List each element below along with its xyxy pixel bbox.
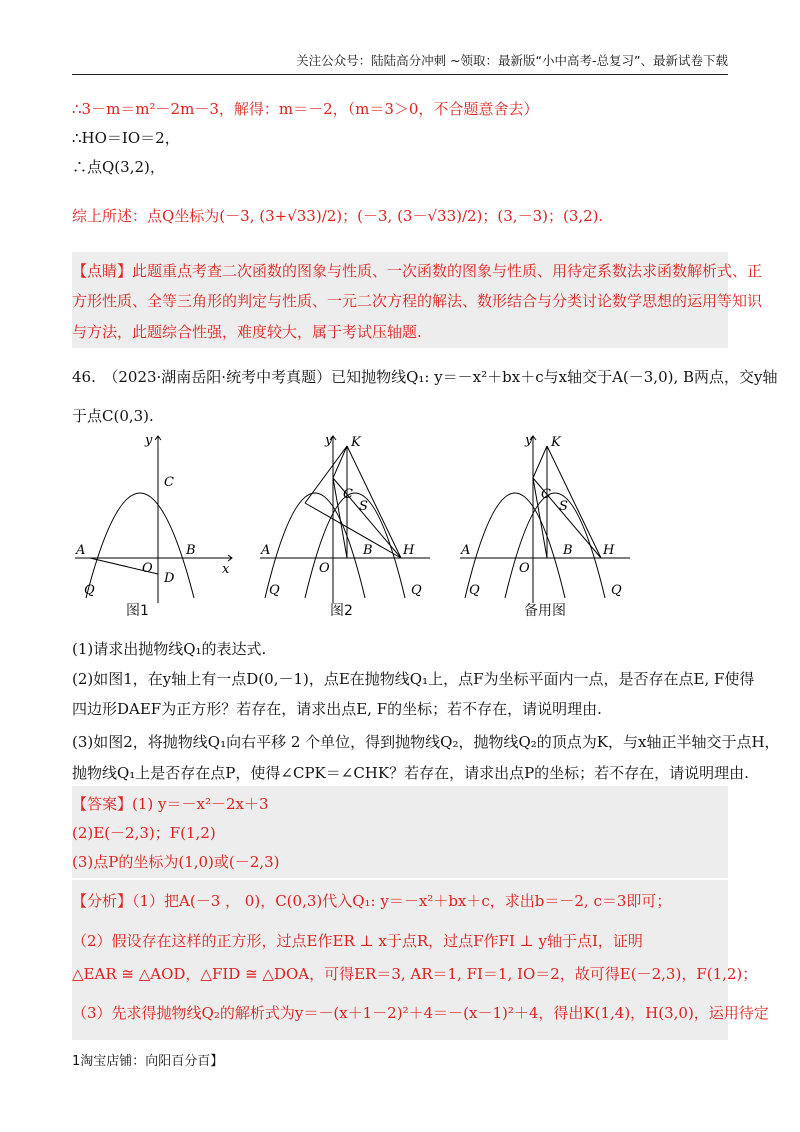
- label-o: O: [142, 561, 153, 576]
- dianjing-line-1: 【点睛】此题重点考查二次函数的图象与性质、一次函数的图象与性质、用待定系数法求函数解析式、正: [72, 262, 763, 280]
- parabola-q1: [465, 493, 565, 598]
- solution-line-1: ∴3－m＝m²－2m－3，解得：m＝－2，（m＝3＞0，不合题意舍去）: [72, 100, 539, 118]
- segment-pk: [305, 446, 347, 503]
- figure-2: [255, 428, 445, 608]
- problem-line-2: 于点C(0,3).: [72, 407, 154, 425]
- label-q2: Q: [411, 583, 422, 598]
- label-d: D: [164, 571, 175, 586]
- label-s: S: [359, 499, 368, 514]
- label-o: O: [519, 561, 530, 576]
- label-b: B: [363, 543, 373, 558]
- question-2a: (2)如图1，在y轴上有一点D(0,－1)，点E在抛物线Q₁上，点F为坐标平面内一点，是否存在点E, F使得: [72, 670, 755, 688]
- label-b: B: [186, 543, 196, 558]
- figure-1: [70, 428, 240, 608]
- segment-kh: [347, 446, 401, 558]
- label-h: H: [403, 543, 415, 558]
- label-k: K: [351, 435, 361, 450]
- answer-line-1: 【答案】(1) y＝－x²－2x＋3: [72, 795, 269, 813]
- label-b: B: [563, 543, 573, 558]
- segment-kh: [547, 446, 601, 558]
- label-a: A: [76, 543, 86, 558]
- page-header: [72, 52, 728, 75]
- analysis-line-2: （2）假设存在这样的正方形，过点E作ER ⊥ x于点R，过点F作FI ⊥ y轴于点I，证明: [72, 932, 643, 950]
- label-y: y: [525, 433, 533, 448]
- solution-line-2: ∴HO＝IO＝2，: [72, 129, 180, 147]
- caption-fig2: 图2: [330, 603, 353, 619]
- label-a: A: [261, 543, 271, 558]
- dianjing-line-2: 方形性质、全等三角形的判定与性质、一元二次方程的解法、数形结合与分类讨论数学思想的运用等知识: [72, 292, 763, 310]
- label-q2: Q: [611, 583, 622, 598]
- question-3a: (3)如图2，将抛物线Q₁向右平移 2 个单位，得到抛物线Q₂，抛物线Q₂的顶点为K，与x轴正半轴交于点H，: [72, 733, 780, 751]
- label-x: x: [222, 562, 230, 577]
- solution-line-4: 综上所述：点Q坐标为(－3, (3+√33)/2)；(－3, (3－√33)/2)；(3,－3)；(3,2).: [72, 207, 604, 225]
- solution-line-3: ∴点Q(3,2)，: [72, 158, 165, 176]
- question-1: (1)请求出抛物线Q₁的表达式.: [72, 640, 267, 658]
- caption-fig1: 图1: [126, 603, 149, 619]
- segment-ph: [305, 503, 401, 558]
- dianjing-line-3: 与方法，此题综合性强，难度较大，属于考试压轴题.: [72, 323, 422, 341]
- label-y: y: [325, 433, 333, 448]
- label-k: K: [551, 435, 561, 450]
- label-s: S: [559, 499, 568, 514]
- analysis-line-1: 【分析】（1）把A(－3 ， 0)，C(0,3)代入Q₁: y＝－x²＋bx＋c，求出b＝－2, c＝3即可；: [72, 892, 672, 910]
- label-c: C: [164, 475, 174, 490]
- problem-line-1: 46. （2023·湖南岳阳·统考中考真题）已知抛物线Q₁: y＝－x²＋bx＋c与x轴交于A(－3,0), B两点，交y轴: [72, 368, 778, 386]
- label-q1: Q: [84, 583, 95, 598]
- label-a: A: [461, 543, 471, 558]
- analysis-line-3: △EAR ≅ △AOD，△FID ≅ △DOA，可得ER＝3, AR＝1, FI＝1, IO＝2，故可得E(－2,3)，F(1,2)；: [72, 965, 758, 983]
- page-footer: 1淘宝店铺：向阳百分百】: [72, 1054, 224, 1069]
- label-c: C: [541, 487, 551, 502]
- figure-backup: [455, 428, 645, 608]
- label-o: O: [319, 561, 330, 576]
- parabola-q1: [86, 493, 194, 598]
- label-h: H: [603, 543, 615, 558]
- label-q1: Q: [469, 583, 480, 598]
- caption-backup: 备用图: [524, 603, 566, 619]
- label-q1: Q: [269, 583, 280, 598]
- label-c: C: [343, 487, 353, 502]
- question-2b: 四边形DAEF为正方形？若存在，请求出点E, F的坐标；若不存在，请说明理由.: [72, 700, 602, 718]
- analysis-line-4: （3）先求得抛物线Q₂的解析式为y＝－(x＋1－2)²＋4＝－(x－1)²＋4，得出K(1,4)，H(3,0)，运用待定: [72, 1004, 769, 1022]
- segment-ck: [533, 446, 547, 478]
- question-3b: 抛物线Q₁上是否存在点P，使得∠CPK＝∠CHK？若存在，请求出点P的坐标；若不存在，请说明理由.: [72, 764, 749, 782]
- label-y: y: [145, 433, 153, 448]
- answer-line-2: (2)E(－2,3)；F(1,2): [72, 824, 216, 842]
- header-text: 关注公众号：陆陆高分冲刺 ~领取：最新版“小中高考-总复习”、最新试卷下载: [296, 53, 728, 68]
- answer-line-3: (3)点P的坐标为(1,0)或(－2,3): [72, 853, 280, 871]
